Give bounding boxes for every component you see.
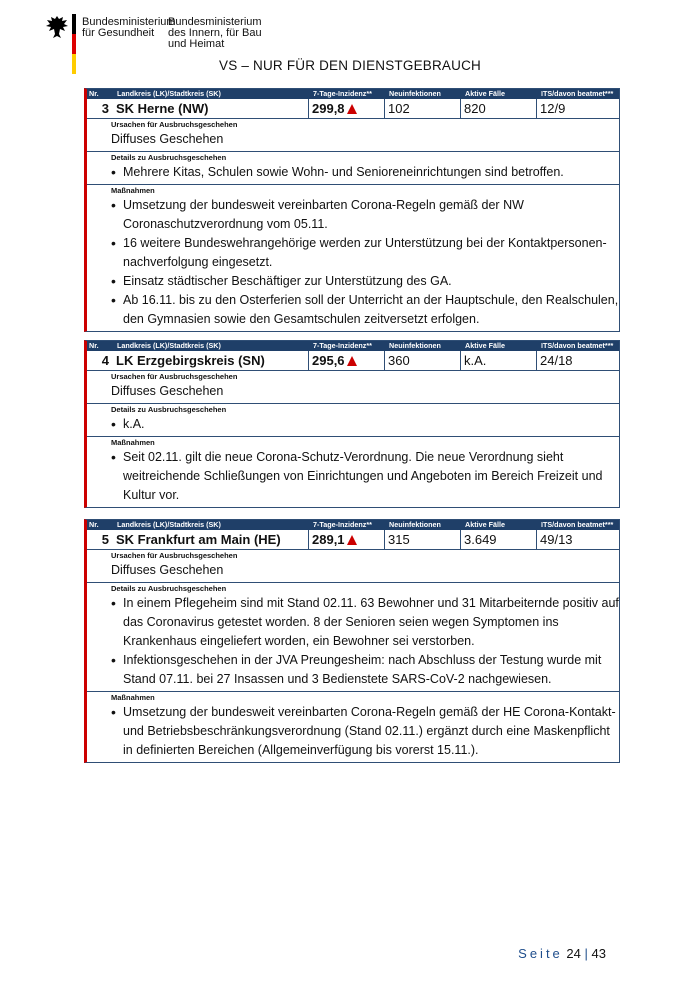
incidence-entry — [84, 519, 620, 763]
incidence-cell — [309, 99, 385, 119]
details-section — [87, 583, 619, 692]
incidence-cell — [309, 351, 385, 371]
trend-up-icon — [347, 535, 357, 545]
column-header: 7-Tage-Inzidenz** — [313, 520, 372, 529]
column-header: Landkreis (LK)/Stadtkreis (SK) — [117, 341, 221, 350]
column-header: Landkreis (LK)/Stadtkreis (SK) — [117, 89, 221, 98]
measures-bullet: • Einsatz städtischer Beschäftiger zur Unterstützung des GA. — [111, 272, 619, 291]
causes-label: Ursachen für Ausbruchsgeschehen — [111, 372, 238, 381]
icu-ventilated: 24/18 — [537, 351, 619, 371]
measures-label: Maßnahmen — [111, 186, 155, 195]
measures-section — [87, 437, 619, 507]
column-header: Nr. — [89, 341, 99, 350]
column-header-row — [87, 89, 619, 99]
column-header: Neuinfektionen — [389, 89, 441, 98]
entry-data-row — [87, 351, 619, 371]
entry-data-row — [87, 99, 619, 119]
measures-section — [87, 185, 619, 331]
incidence-cell — [309, 530, 385, 550]
details-bullet: • Infektionsgeschehen in der JVA Preungesheim: nach Abschluss der Testung wurde mit Stand 07.11. bei 27 Insassen und 3 Bedienstete SARS-CoV-2 nachgewiesen. — [111, 651, 619, 689]
district-name: SK Herne (NW) — [113, 99, 309, 119]
column-header: ITS/davon beatmet*** — [541, 89, 614, 98]
new-infections: 315 — [385, 530, 461, 550]
ministry-interior-line3: und Heimat — [168, 38, 225, 50]
column-header: Nr. — [89, 520, 99, 529]
causes-section — [87, 550, 619, 583]
district-name: LK Erzgebirgskreis (SN) — [113, 351, 309, 371]
active-cases: 3.649 — [461, 530, 537, 550]
column-header: Aktive Fälle — [465, 520, 505, 529]
column-header: Landkreis (LK)/Stadtkreis (SK) — [117, 520, 221, 529]
icu-ventilated: 49/13 — [537, 530, 619, 550]
flag-black — [72, 14, 76, 34]
details-section — [87, 152, 619, 185]
column-header: Nr. — [89, 89, 99, 98]
classification-label: VS – NUR FÜR DEN DIENSTGEBRAUCH — [219, 58, 481, 73]
ministry-interior — [168, 17, 262, 50]
footer-page: 24 — [566, 946, 581, 961]
trend-up-icon — [347, 356, 357, 366]
district-name: SK Frankfurt am Main (HE) — [113, 530, 309, 550]
column-header-row — [87, 520, 619, 530]
column-header: Neuinfektionen — [389, 341, 441, 350]
incidence-value: 295,6 — [312, 353, 345, 368]
details-section — [87, 404, 619, 437]
causes-section — [87, 371, 619, 404]
active-cases: k.A. — [461, 351, 537, 371]
details-label: Details zu Ausbruchsgeschehen — [111, 405, 227, 414]
icu-ventilated: 12/9 — [537, 99, 619, 119]
details-bullet: • k.A. — [111, 415, 619, 434]
page-footer — [518, 946, 606, 961]
entry-number: 3 — [87, 99, 113, 119]
column-header: Aktive Fälle — [465, 341, 505, 350]
footer-total: 43 — [591, 946, 606, 961]
ministry-interior-line2: des Innern, für Bau — [168, 27, 262, 39]
new-infections: 360 — [385, 351, 461, 371]
causes-section — [87, 119, 619, 152]
footer-separator: | — [584, 946, 588, 961]
measures-bullet: • Seit 02.11. gilt die neue Corona-Schutz-Verordnung. Die neue Verordnung sieht weitreichende Schließungen von Einrichtungen und Angeboten im Bereich Freizeit und Kultur vor. — [111, 448, 619, 505]
measures-label: Maßnahmen — [111, 438, 155, 447]
column-header: 7-Tage-Inzidenz** — [313, 89, 372, 98]
causes-label: Ursachen für Ausbruchsgeschehen — [111, 120, 238, 129]
measures-bullet: • Umsetzung der bundesweit vereinbarten Corona-Regeln gemäß der HE Corona-Kontakt- und Betriebsbeschränkungsverordnung (Stand 02.11.) ergänzt durch eine Maskenpflicht in definierten Bereichen (Allgemeinverfügung bis vorerst 15.11.). — [111, 703, 619, 760]
new-infections: 102 — [385, 99, 461, 119]
incidence-value: 299,8 — [312, 101, 345, 116]
column-header: 7-Tage-Inzidenz** — [313, 341, 372, 350]
column-header-row — [87, 341, 619, 351]
measures-bullet: • Umsetzung der bundesweit vereinbarten Corona-Regeln gemäß der NW Coronaschutzverordnung vom 05.11. — [111, 196, 619, 234]
incidence-entry — [84, 340, 620, 508]
footer-seite: Seite — [518, 946, 563, 961]
ministry-health-line2: für Gesundheit — [82, 27, 155, 39]
column-header: Aktive Fälle — [465, 89, 505, 98]
details-bullet: • Mehrere Kitas, Schulen sowie Wohn- und Senioreneinrichtungen sind betroffen. — [111, 163, 619, 182]
column-header: ITS/davon beatmet*** — [541, 341, 614, 350]
measures-bullet: • Ab 16.11. bis zu den Osterferien soll der Unterricht an der Hauptschule, den Realschulen, den Gymnasien sowie den Gesamtschulen zeitversetzt erfolgen. — [111, 291, 619, 329]
trend-up-icon — [347, 104, 357, 114]
entry-number: 5 — [87, 530, 113, 550]
active-cases: 820 — [461, 99, 537, 119]
causes-text: Diffuses Geschehen — [111, 384, 224, 398]
causes-text: Diffuses Geschehen — [111, 132, 224, 146]
measures-bullet: • 16 weitere Bundeswehrangehörige werden zur Unterstützung bei der Kontaktpersonen-nachverfolgung eingesetzt. — [111, 234, 619, 272]
ministry-interior-line1: Bundesministerium — [168, 16, 262, 28]
column-header: Neuinfektionen — [389, 520, 441, 529]
causes-text: Diffuses Geschehen — [111, 563, 224, 577]
ministry-health — [82, 17, 176, 39]
incidence-entry — [84, 88, 620, 332]
causes-label: Ursachen für Ausbruchsgeschehen — [111, 551, 238, 560]
federal-eagle-icon — [44, 14, 70, 40]
details-label: Details zu Ausbruchsgeschehen — [111, 153, 227, 162]
flag-red — [72, 34, 76, 54]
details-bullet: • In einem Pflegeheim sind mit Stand 02.11. 63 Bewohner und 31 Mitarbeiternde positiv auf das Coronavirus getestet worden. 8 der Senioren seien wegen Symptomen ins Krankenhaus eingeliefert worden, ein Bewohner sei verstorben. — [111, 594, 619, 651]
details-label: Details zu Ausbruchsgeschehen — [111, 584, 227, 593]
ministry-health-line1: Bundesministerium — [82, 16, 176, 28]
measures-label: Maßnahmen — [111, 693, 155, 702]
column-header: ITS/davon beatmet*** — [541, 520, 614, 529]
incidence-value: 289,1 — [312, 532, 345, 547]
measures-section — [87, 692, 619, 762]
entry-number: 4 — [87, 351, 113, 371]
entry-data-row — [87, 530, 619, 550]
